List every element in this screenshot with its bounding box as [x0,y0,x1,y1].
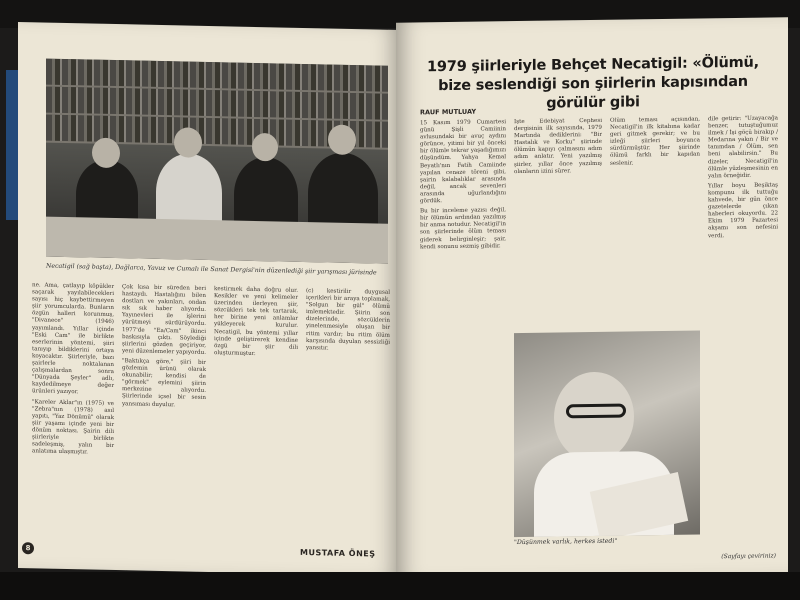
continued-note: (Sayfayı çeviriniz) [721,552,776,561]
article-headline: 1979 şiirleriyle Behçet Necatigil: «Ölümü, bize seslendiği son şiirlerin kapısından görülür gibi [427,54,759,112]
paragraph: "Kareler Aklar"ın (1975) ve "Zebra"nın (1978) asıl yapıtı, "Yaz Dönümü" olarak şiir yaşamı içinde yeni bir dönüm noktası. Şairin dili şiirleriyle birlikte sadeleşmiş, yalın bir anlatıma ulaşmıştır. [32,398,114,456]
author-signature: MUSTAFA ÖNEŞ [300,547,376,559]
page-number: 8 [22,542,34,554]
left-page [18,22,400,576]
paragraph: "Baktıkça göre," şiiri bir gözlemin ürünü olarak okunabilir; kendisi de "görmek" eylemini şiirin merkezine alıyordu. Şiirlerinde içsel bir sesin yansıması duyulur. [122,358,206,408]
jury-photo [46,59,388,264]
desk-background-bottom [0,572,800,600]
photo-caption: "Düşünmek varlık, herkes istedi" [514,537,618,547]
text-column [214,286,298,362]
paragraph: (c) kestirilir duygusal içerikleri bir araya toplamak, "Solgun bir gül" ölümü imlemektedir. Şiirin son dizelerinde, sözcüklerin yinelenmesiyle oluşan bir ritim vardır; bu ritim ölüm karşısında duyulan sessizliği yansıtır. [306,288,390,352]
paragraph: ne. Ama, çatlayıp köpükler saçarak yayılabilecekleri sayısı hiç kaybettirmeyen şiir yorumcularda. Bunların özgün halleri korunmuş, "Divanece" (1946) yayımlandı. Yıllar içinde "Eski Cam" ile birlikte eserlerinin yöntemi, şiiri tanıyıp bildiklerini ortaya koyacaktır. Şiirleriyle, bazı şairlerle noktalanan çalışmalardan sonra "Dünyada Şeyler" adlı, kaydedilmeye değer ürünleri yazıyor. [32,282,114,396]
text-column [122,284,206,412]
paragraph: Bu bir inceleme yazısı değil, bir ölümün ardından yazılmış bir anma notudur. Necatigil'in son şiirlerinde ölüm teması giderek belirginleşir; şair, kendi sonunu sezmiş gibidir. [420,207,506,250]
paragraph: Çok kısa bir süreden beri hastaydı. Hastalığını bilen dostları ve yakınları, ondan sık sık haber alıyordu. Yayınevleri ile işlerini yürütmeyi sürdürüyordu. 1977'de "Ea/Cam" ikinci baskısıyla çıktı. Söylediği şiirlerini gözden geçiriyor, yeni düzenlemeler yapıyordu. [122,284,206,356]
text-column [32,282,114,460]
article-byline: RAUF MUTLUAY [420,107,477,117]
paragraph: İşte Edebiyat Cephesi dergisinin ilk sayısında, 1979 Martında dediklerini: "Bir Hastalık ve Korku" şiirinde ölümün kapıyı çalmasını adım adım anlatır. Yeni yazılmış şiirler, yıllar önce yazılmış olanların izini sürer. [514,117,602,175]
paragraph: Ölüm teması açısından, Necatigil'in ilk kitabına kadar geri gitmek gerekir; ve bu izleği şiirleri boyunca sürdürmüştür. Her şiirinde ölümü farklı bir kapıdan seslenir. [610,116,700,167]
text-column [306,288,390,357]
paragraph: 15 Kasım 1979 Cumartesi günü Şişli Camiinin avlusundaki bir avuç aydını görünce, yitimi bir yıl önceki bir ölümle tekrar yaşadığımızı düşündüm. Yahya Kemal Beyatlı'nın Fatih Camiinde yapılan cenaze töreni gibi, şairin kalabalıklar arasında değil, ancak sevenleri arasında uğurlandığını gördük. [420,119,506,205]
text-column [708,115,778,243]
text-column [610,116,700,322]
photo-caption: Necatigil (sağ başta), Dağlarca, Yavuz ve Cumalı ile Sanat Dergisi'nin düzenlediği şiir yarışması jürisinde [46,262,377,277]
text-column [514,118,602,324]
necatigil-portrait-photo [514,330,700,537]
right-page [396,17,788,578]
paragraph: kestirmek daha doğru olur. Kesikler ve yeni kelimeler üzerinden ilerleyen şiir, sözcükleri tek tek tartarak, her birine yeni anlamlar yükleyerek kurulur. Necatigil, bu yöntemi yıllar içinde geliştirerek kendine özgü bir şiir dili oluşturmuştur. [214,286,298,357]
text-column [420,119,506,254]
paragraph: dile getirir: "Uzayacağa benzer, tutuştuğumuz ilmek / İşi göçü birakıp / Medarına yakın / Bir ve tanımdan / Ölüm, sen beni alabilirsin." Bu dizeler, Necatigil'in ölümle yüzleşmesinin en yalın örneğidir. [708,115,778,180]
paragraph: Yıllar boyu Beşiktaş kompunu ilk tuttuğu kahvede, bir gün önce gazetelerde çıkan haberleri okuyordu. 22 Ekim 1979 Pazartesi akşamı son nefesini verdi. [708,182,778,239]
